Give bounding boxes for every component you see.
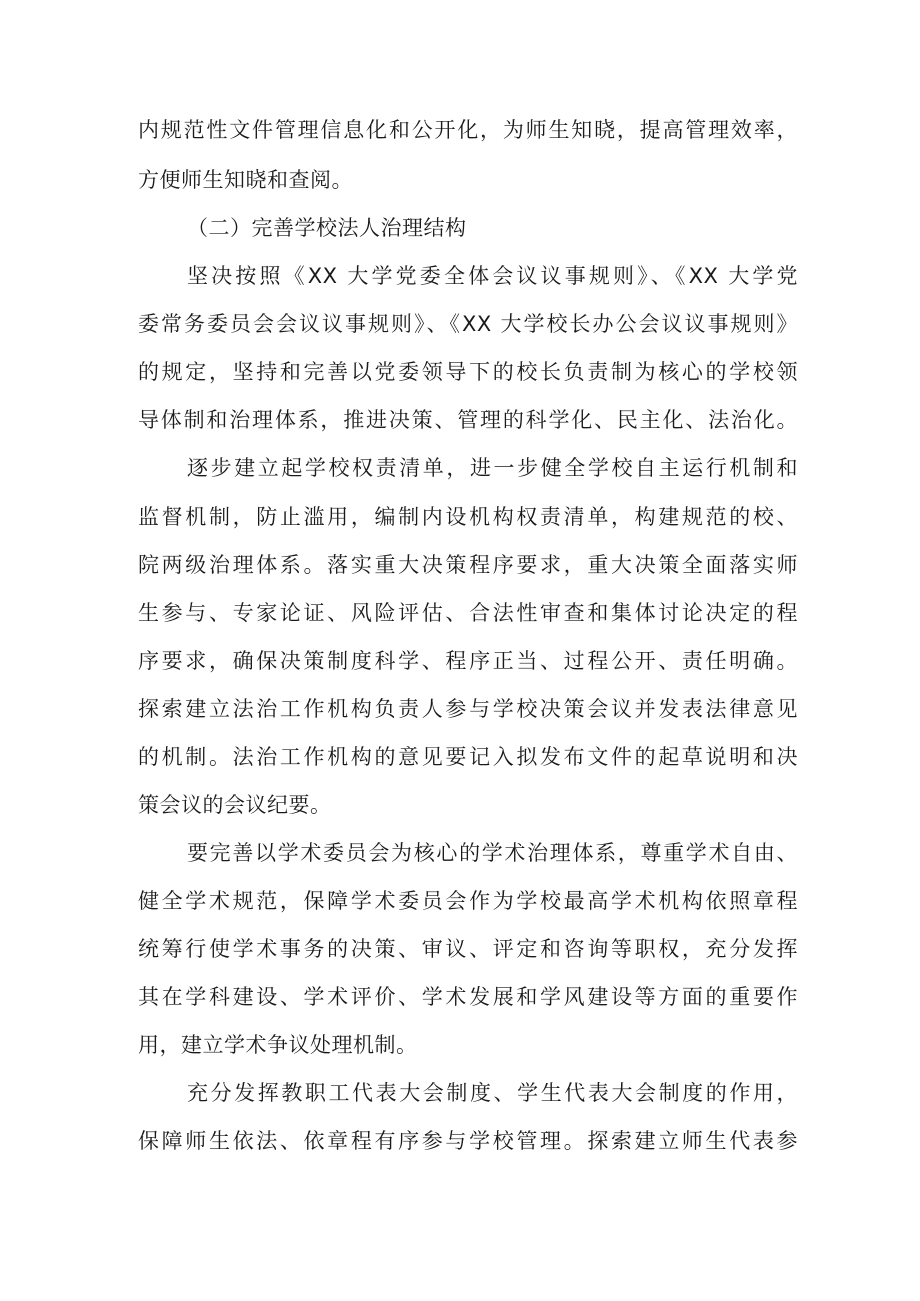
paragraph-line: 生参与、专家论证、风险评估、合法性审查和集体讨论决定的程 <box>138 601 798 625</box>
paragraph-line: 逐步建立起学校权责清单，进一步健全学校自主运行机制和 <box>187 456 798 480</box>
paragraph-line: 统筹行使学术事务的决策、审议、评定和咨询等职权，充分发挥 <box>138 937 798 961</box>
paragraph-line: 探索建立法治工作机构负责人参与学校决策会议并发表法律意见 <box>138 697 798 721</box>
paragraph-line: 健全学术规范，保障学术委员会作为学校最高学术机构依照章程 <box>138 889 798 913</box>
text-line: 内规范性文件管理信息化和公开化，为师生知晓，提高管理效率， <box>138 118 798 142</box>
paragraph-line: 要完善以学术委员会为核心的学术治理体系，尊重学术自由、 <box>187 841 798 865</box>
paragraph-line: 的机制。法治工作机构的意见要记入拟发布文件的起草说明和决 <box>138 745 798 769</box>
paragraph-line: 的规定，坚持和完善以党委领导下的校长负责制为核心的学校领 <box>138 360 798 384</box>
paragraph-line: 委常务委员会会议议事规则》、《XX 大学校长办公会议议事规则》 <box>138 312 798 336</box>
paragraph-line: 序要求，确保决策制度科学、程序正当、过程公开、责任明确。 <box>138 649 798 673</box>
paragraph-line: 坚决按照《XX 大学党委全体会议议事规则》、《XX 大学党 <box>187 264 798 288</box>
paragraph-line: 充分发挥教职工代表大会制度、学生代表大会制度的作用， <box>187 1081 798 1105</box>
section-heading: （二）完善学校法人治理结构 <box>187 216 467 240</box>
paragraph-line: 监督机制，防止滥用，编制内设机构权责清单，构建规范的校、 <box>138 505 798 529</box>
text-line: 方便师生知晓和查阅。 <box>138 168 353 192</box>
paragraph-line: 保障师生依法、依章程有序参与学校管理。探索建立师生代表参 <box>138 1129 798 1153</box>
paragraph-line: 其在学科建设、学术评价、学术发展和学风建设等方面的重要作 <box>138 985 798 1009</box>
paragraph-line: 导体制和治理体系，推进决策、管理的科学化、民主化、法治化。 <box>138 408 798 432</box>
paragraph-line: 策会议的会议纪要。 <box>138 793 332 817</box>
paragraph-line: 院两级治理体系。落实重大决策程序要求，重大决策全面落实师 <box>138 553 798 577</box>
paragraph-line: 用，建立学术争议处理机制。 <box>138 1033 418 1057</box>
